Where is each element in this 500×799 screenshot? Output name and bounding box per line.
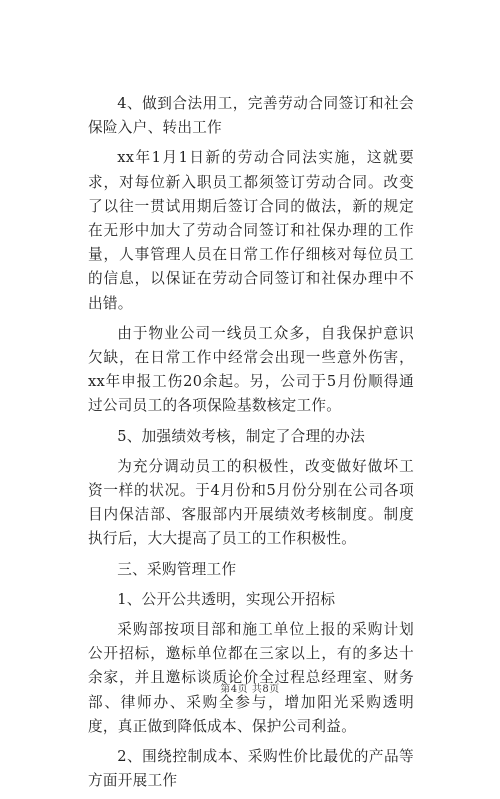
section-heading-open-bidding: 1、公开公共透明，实现公开招标 — [117, 590, 336, 608]
section-heading-cost-control: 2、围绕控制成本、采购性价比最优的产品等方面开展工作 — [88, 748, 414, 790]
paragraph-work-injury: 由于物业公司一线员工众多，自我保护意识欠缺，在日常工作中经常会出现一些意外伤害，xx年申报工伤20余起。另，公司于5月份顺得通过公司员工的各项保险基数核定工作。 — [88, 324, 414, 415]
section-heading-performance: 5、加强绩效考核，制定了合理的办法 — [117, 427, 366, 445]
paragraph-open-bidding: 采购部按项目部和施工单位上报的采购计划公开招标，邀标单位都在三家以上，有的多达十余家，并且邀标谈质论价全过程总经理室、财务部、律师办、采购全参与，增加阳光采购透明度，真正做到降低成本、保护公司利益。 — [88, 621, 414, 735]
paragraph-labor-contract: xx年1月1日新的劳动合同法实施，这就要求，对每位新入职员工都须签订劳动合同。改变了以往一贯试用期后签订合同的做法，新的规定在无形中加大了劳动合同签订和社保办理的工作量，人事管理人员在日常工作仔细核对每位员工的信息，以保证在劳动合同签订和社保办理中不出错。 — [88, 149, 414, 312]
section-heading-legal-employment: 4、做到合法用工，完善劳动合同签订和社会保险入户、转出工作 — [88, 95, 414, 137]
page-number-footer: 第4页 共8页 — [220, 684, 280, 695]
paragraph-performance: 为充分调动员工的积极性，改变做好做坏工资一样的状况。于4月份和5月份分别在公司各项目内保洁部、客服部内开展绩效考核制度。制度执行后，大大提高了员工的工作积极性。 — [88, 457, 414, 548]
section-heading-procurement: 三、采购管理工作 — [117, 560, 237, 578]
